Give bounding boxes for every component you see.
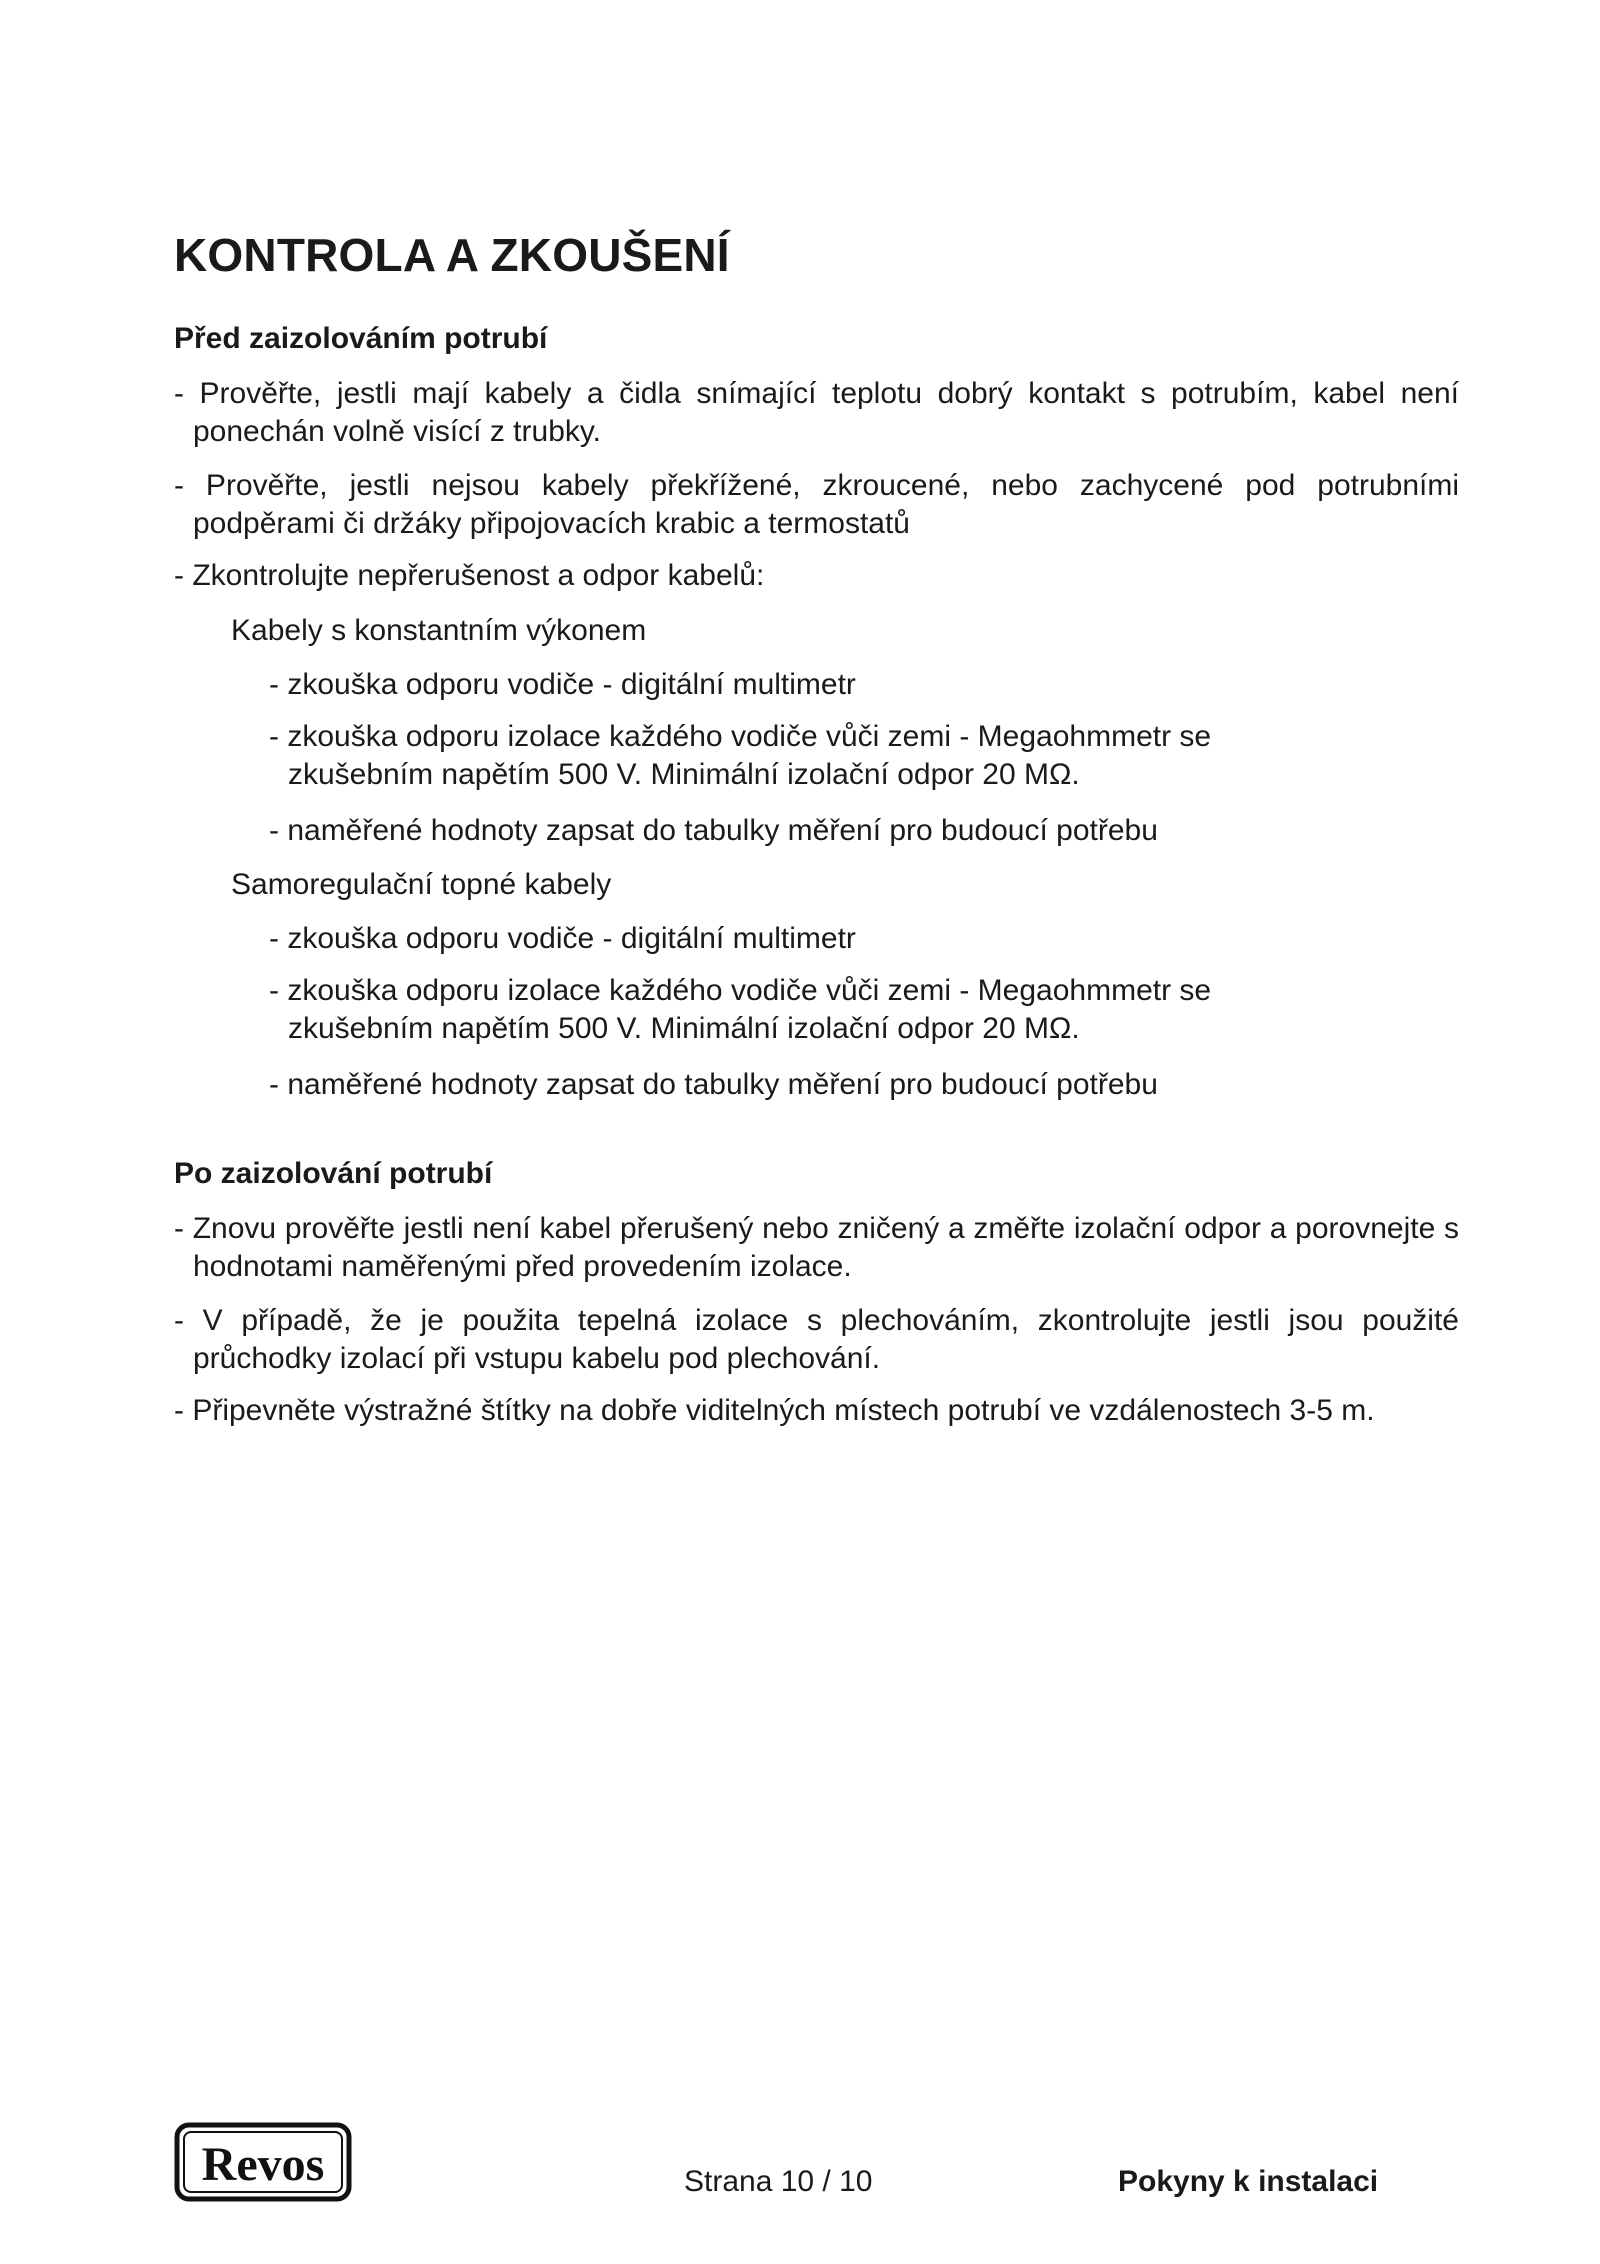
section-heading-after: Po zaizolování potrubí [174,1157,493,1190]
list-item: - naměřené hodnoty zapsat do tabulky měření pro budoucí potřebu [269,814,1158,847]
logo-text: Revos [201,2138,325,2191]
list-item: - Připevněte výstražné štítky na dobře viditelných místech potrubí ve vzdálenostech 3-5 m. [174,1394,1375,1427]
list-item: - zkouška odporu vodiče - digitální multimetr [269,668,856,701]
list-item: - Zkontrolujte nepřerušenost a odpor kabelů: [174,559,765,592]
page-number: Strana 10 / 10 [684,2165,873,2198]
list-item: - naměřené hodnoty zapsat do tabulky měření pro budoucí potřebu [269,1068,1158,1101]
list-item: - Prověřte, jestli mají kabely a čidla snímající teplotu dobrý kontakt s potrubím, kabel není ponechán volně visící z trubky. [174,377,1459,448]
page-title: KONTROLA A ZKOUŠENÍ [174,229,730,281]
group-label-selfreg: Samoregulační topné kabely [231,868,612,901]
revos-logo [174,2122,352,2202]
list-item: - Prověřte, jestli nejsou kabely překřížené, zkroucené, nebo zachycené pod potrubními podpěrami či držáky připojovacích krabic a termostatů [174,469,1459,540]
group-label-constant: Kabely s konstantním výkonem [231,614,647,647]
section-heading-before: Před zaizolováním potrubí [174,322,548,355]
list-item: - Znovu prověřte jestli není kabel přerušený nebo zničený a změřte izolační odpor a porovnejte s hodnotami naměřenými před provedením izolace. [174,1212,1459,1283]
list-item: - zkouška odporu vodiče - digitální multimetr [269,922,856,955]
document-name: Pokyny k instalaci [1118,2165,1379,2198]
list-item: - V případě, že je použita tepelná izolace s plechováním, zkontrolujte jestli jsou použité průchodky izolací při vstupu kabelu pod plechování. [174,1304,1459,1375]
list-item: - zkouška odporu izolace každého vodiče vůči zemi - Megaohmmetr se zkušebním napětím 500 V. Minimální izolační odpor 20 MΩ. [269,720,1212,791]
list-item: - zkouška odporu izolace každého vodiče vůči zemi - Megaohmmetr se zkušebním napětím 500 V. Minimální izolační odpor 20 MΩ. [269,974,1212,1045]
